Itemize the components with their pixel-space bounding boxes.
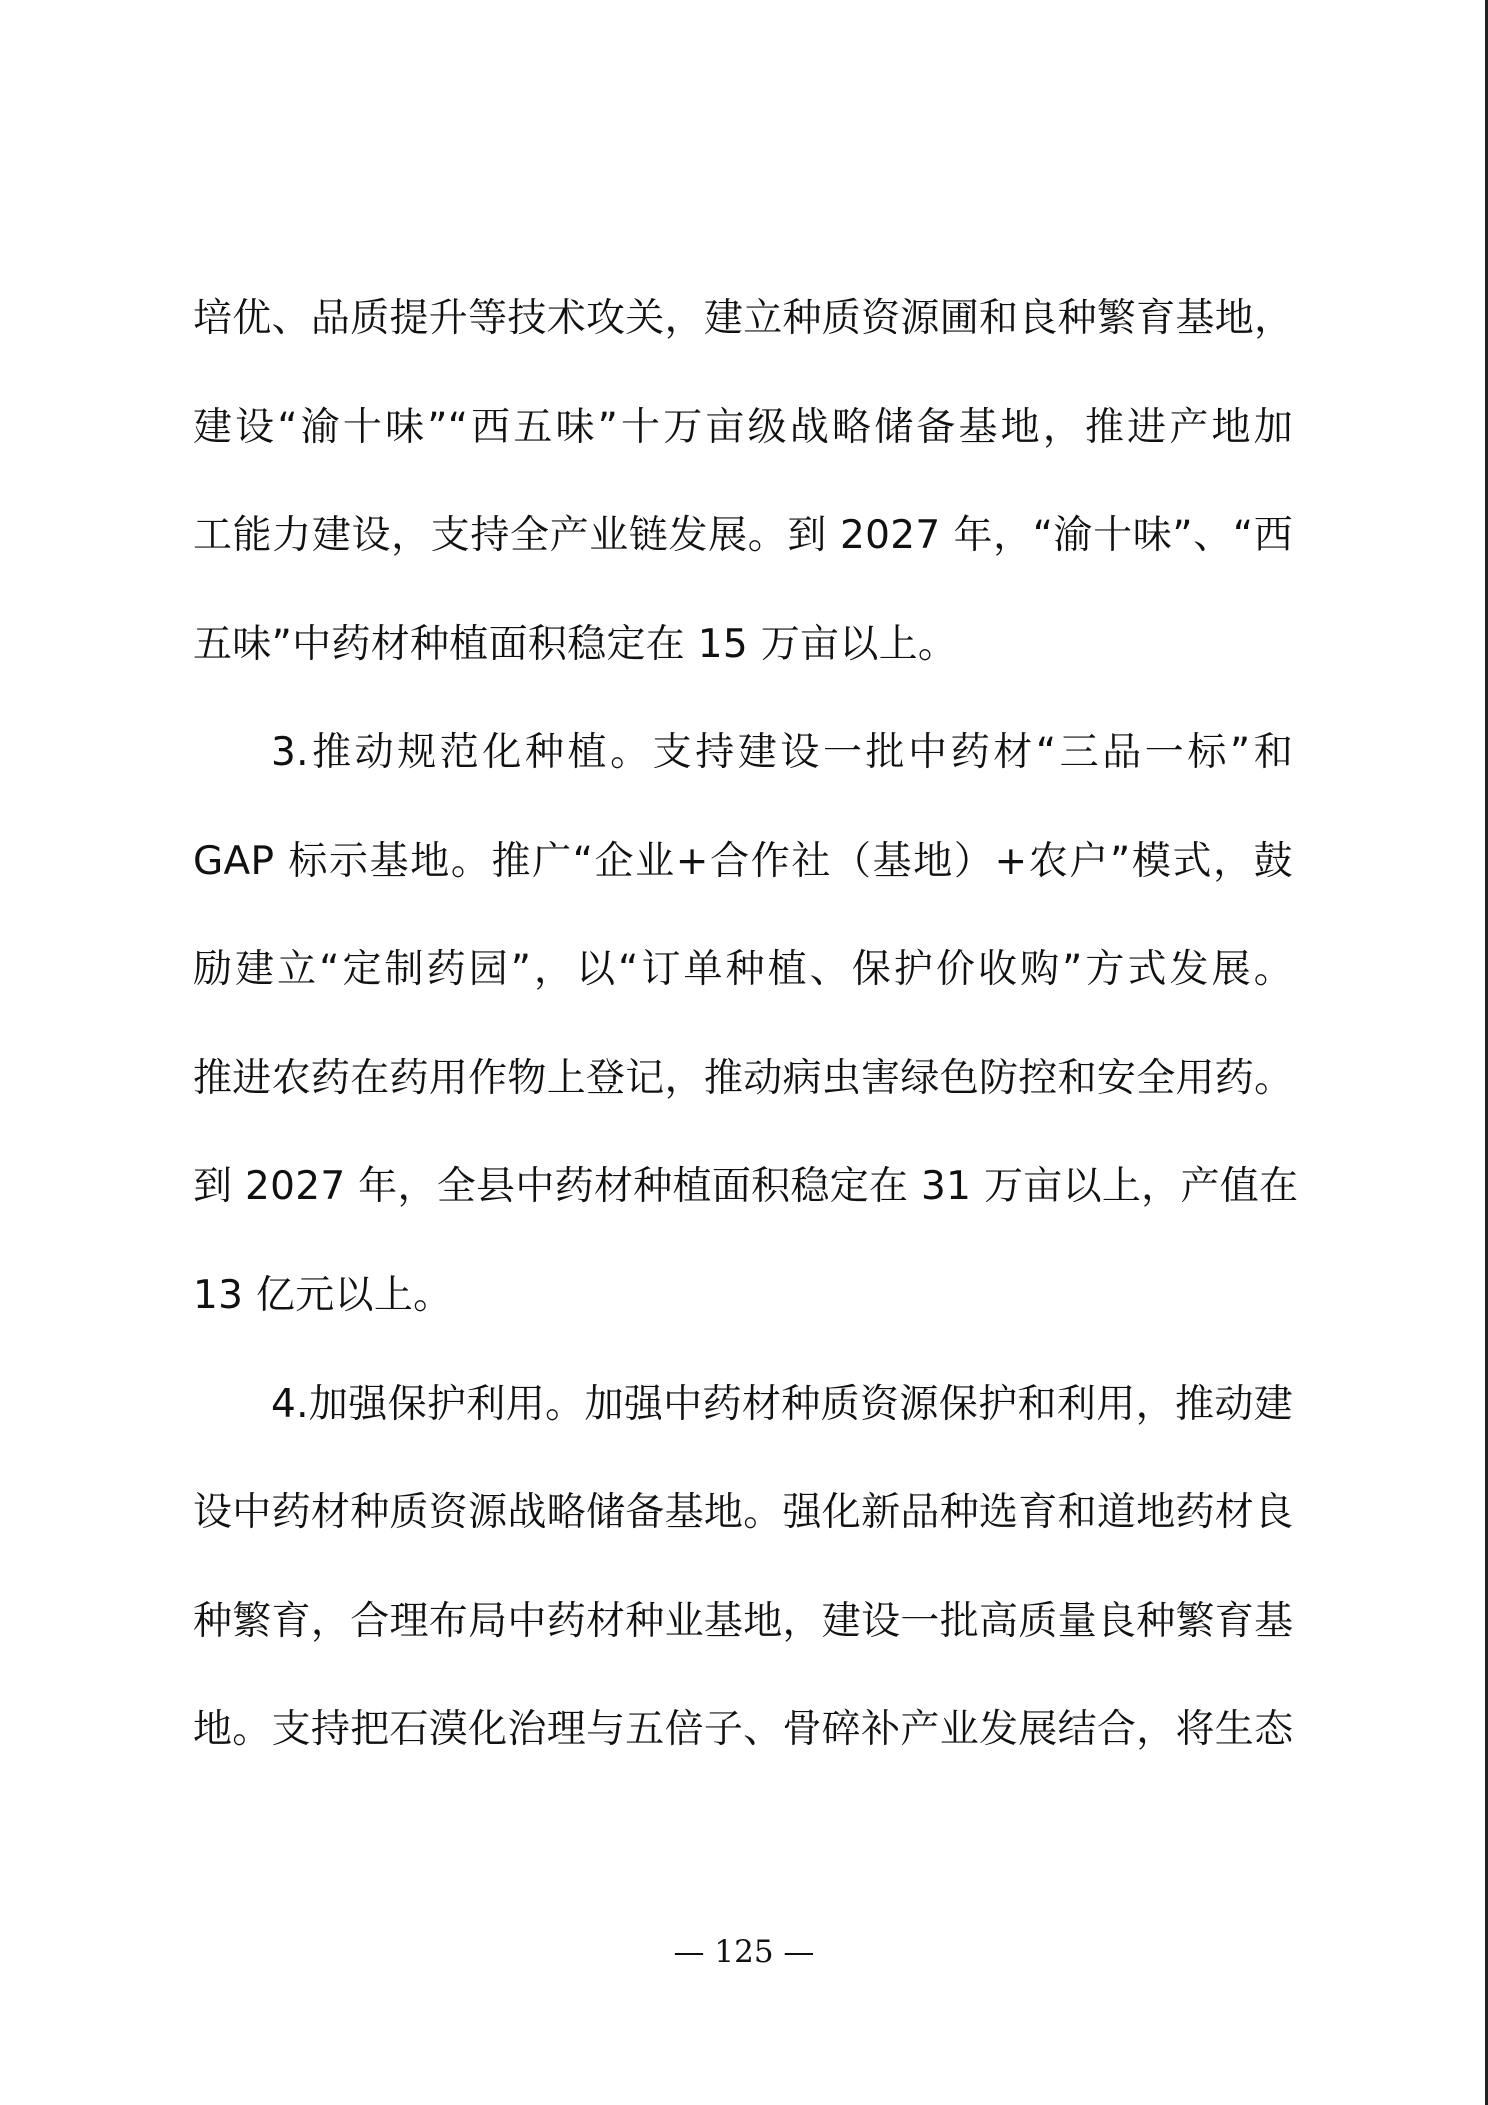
text-line: 设中药材种质资源战略储备基地。强化新品种选育和道地药材良 (193, 1490, 1294, 1535)
text-line: 培优、品质提升等技术攻关，建立种质资源圃和良种繁育基地， (193, 296, 1294, 341)
paragraph-heading-line: 3.推动规范化种植。支持建设一批中药材“三品一标”和 (271, 730, 1293, 775)
text-line: 建设“渝十味”“西五味”十万亩级战略储备基地，推进产地加 (193, 405, 1293, 450)
text-line: 推进农药在药用作物上登记，推动病虫害绿色防控和安全用药。 (193, 1056, 1294, 1101)
paragraph-heading-line: 4.加强保护利用。加强中药材种质资源保护和利用，推动建 (271, 1382, 1293, 1427)
text-line: 13 亿元以上。 (193, 1273, 453, 1318)
text-line: 到 2027 年，全县中药材种植面积稳定在 31 万亩以上，产值在 (193, 1164, 1299, 1209)
page-number: — 125 — (673, 1934, 815, 1970)
text-line: GAP 标示基地。推广“企业+合作社（基地）+农户”模式，鼓 (193, 839, 1293, 884)
text-line: 工能力建设，支持全产业链发展。到 2027 年，“渝十味”、“西 (193, 513, 1293, 558)
text-line: 地。支持把石漠化治理与五倍子、骨碎补产业发展结合，将生态 (193, 1707, 1294, 1752)
text-line: 种繁育，合理布局中药材种业基地，建设一批高质量良种繁育基 (193, 1599, 1294, 1644)
text-line: 五味”中药材种植面积稳定在 15 万亩以上。 (193, 622, 958, 667)
text-line: 励建立“定制药园”，以“订单种植、保护价收购”方式发展。 (193, 947, 1293, 992)
